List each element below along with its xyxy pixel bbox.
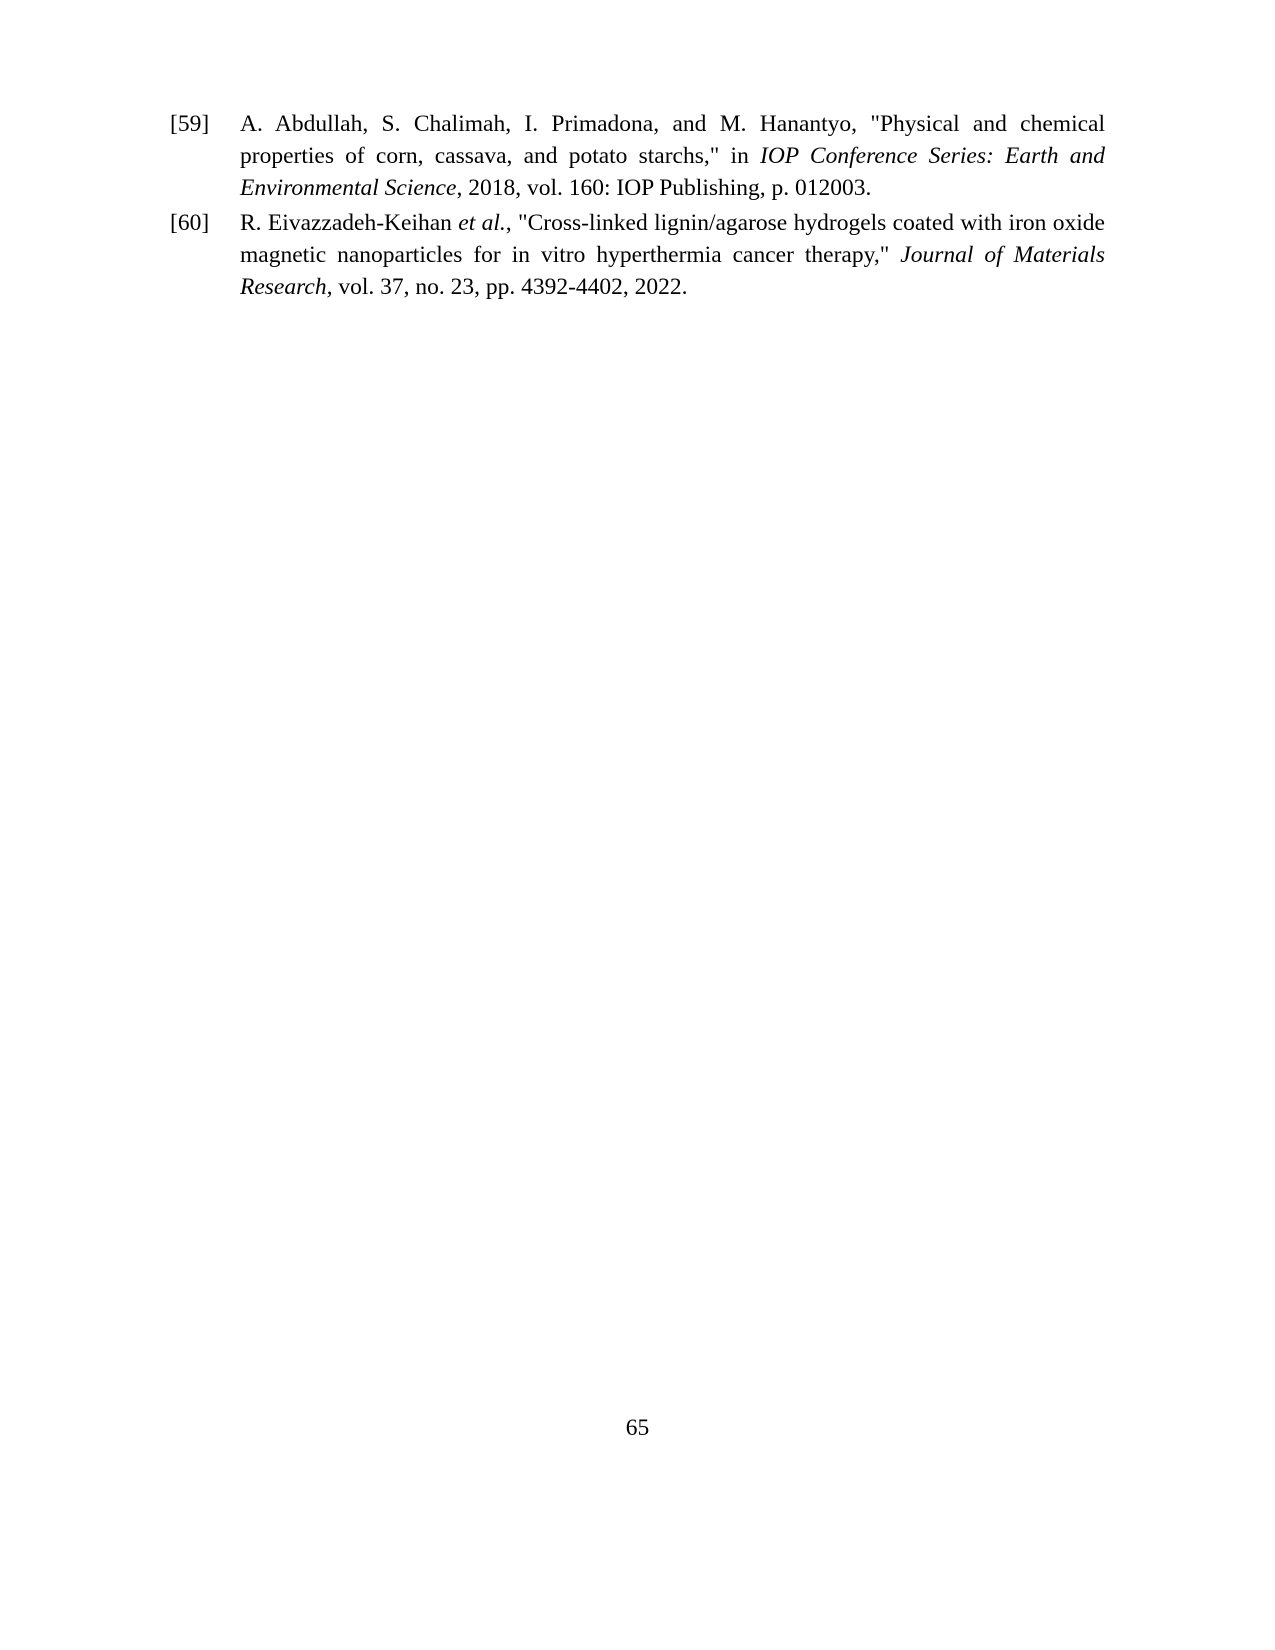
reference-list: [170, 108, 1105, 305]
reference-source-title: IOP Conference Series: Earth and Environmental Science: [240, 143, 1105, 202]
reference-number: [59]: [170, 111, 210, 137]
reference-journal-title: Journal of Materials Research,: [240, 241, 1105, 300]
page-number: 65: [625, 1415, 650, 1441]
reference-et-al: et al.: [458, 209, 506, 236]
reference-text: [240, 108, 1105, 205]
reference-text-segment: A. Abdullah, S. Chalimah, I. Primadona, and M. Hanantyo, "Physical and chemical properties of corn, cassava, and potato starchs," in: [240, 111, 1105, 170]
reference-text: [240, 207, 1105, 304]
reference-number: [60]: [170, 209, 210, 236]
reference-text-segment: vol. 37, no. 23, pp. 4392-4402, 2022.: [332, 273, 688, 300]
reference-text-segment: , "Cross-linked lignin/agarose hydrogels coated with iron oxide magnetic nanoparticles for in vitro hyperthermia cancer therapy,": [240, 209, 1105, 268]
reference-text-segment: R. Eivazzadeh-Keihan: [240, 209, 459, 236]
list-item: [170, 207, 1105, 304]
reference-text-segment: , 2018, vol. 160: IOP Publishing, p. 012003.: [456, 175, 872, 202]
list-item: [170, 108, 1105, 205]
